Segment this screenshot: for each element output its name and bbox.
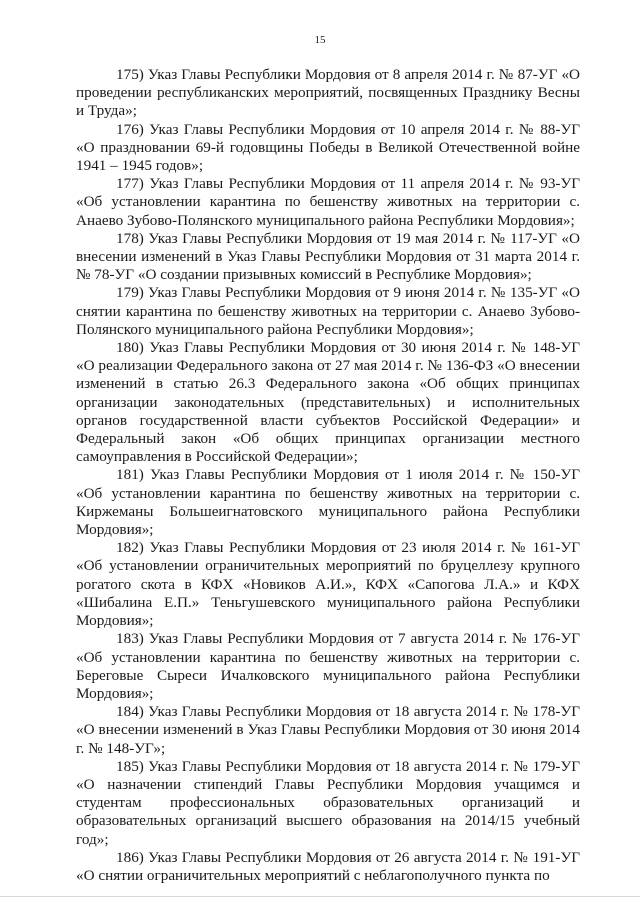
list-item: 178) Указ Главы Республики Мордовия от 19 мая 2014 г. № 117-УГ «О внесении изменений в Указ Главы Республики Мордовия от 31 марта 2014 г. № 78-УГ «О создании призывных комиссий в Республике Мордовия»; (76, 229, 580, 284)
list-item: 183) Указ Главы Республики Мордовия от 7 августа 2014 г. № 176-УГ «Об установлении карантина по бешенству животных на территории с. Береговые Сыреси Ичалковского муниципального района Республики Мордовия»; (76, 630, 580, 702)
list-item: 184) Указ Главы Республики Мордовия от 18 августа 2014 г. № 178-УГ «О внесении изменений в Указ Главы Республики Мордовия от 30 июня 2014 г. № 148-УГ»; (76, 703, 580, 757)
document-body (76, 66, 580, 885)
list-item: 176) Указ Главы Республики Мордовия от 10 апреля 2014 г. № 88-УГ «О праздновании 69-й годовщины Победы в Великой Отечественной войне 1941 – 1945 годов»; (76, 120, 580, 175)
list-item: 181) Указ Главы Республики Мордовия от 1 июля 2014 г. № 150-УГ «Об установлении карантина по бешенству животных на территории с. Киржеманы Большеигнатовского муниципального района Республики Мордовия»; (76, 466, 580, 539)
list-item: 185) Указ Главы Республики Мордовия от 18 августа 2014 г. № 179-УГ «О назначении стипендий Главы Республики Мордовия учащимся и студентам профессиональных образовательных организаций и образовательных организаций высшего образования на 2014/15 учебный год»; (76, 757, 580, 848)
list-item: 186) Указ Главы Республики Мордовия от 26 августа 2014 г. № 191-УГ «О снятии ограничительных мероприятий с неблагополучного пункта по (76, 848, 580, 884)
list-item: 177) Указ Главы Республики Мордовия от 11 апреля 2014 г. № 93-УГ «Об установлении карантина по бешенству животных на территории с. Анаево Зубово-Полянского муниципального района Республики Мордовия»; (76, 175, 580, 229)
list-item: 182) Указ Главы Республики Мордовия от 23 июля 2014 г. № 161-УГ «Об установлении ограничительных мероприятий по бруцеллезу крупного рогатого скота в КФХ «Новиков А.И.», КФХ «Сапогова Л.А.» и КФХ «Шибалина Е.П.» Теньгушевского муниципального района Республики Мордовия»; (76, 539, 580, 630)
list-item: 175) Указ Главы Республики Мордовия от 8 апреля 2014 г. № 87-УГ «О проведении республиканских мероприятий, посвященных Празднику Весны и Труда»; (76, 66, 580, 120)
scan-edge-line (0, 896, 640, 897)
list-item: 179) Указ Главы Республики Мордовия от 9 июня 2014 г. № 135-УГ «О снятии карантина по бешенству животных на территории с. Анаево Зубово-Полянского муниципального района Республики Мордовия»; (76, 284, 580, 338)
page-number: 15 (314, 34, 326, 46)
list-item: 180) Указ Главы Республики Мордовия от 30 июня 2014 г. № 148-УГ «О реализации Федерального закона от 27 мая 2014 г. № 136-ФЗ «О внесении изменений в статью 26.3 Федерального закона «Об общих принципах организации законодательных (представительных) и исполнительных органов государственной власти субъектов Российской Федерации» и Федеральный закон «Об общих принципах организации местного самоуправления в Российской Федерации»; (76, 339, 580, 466)
